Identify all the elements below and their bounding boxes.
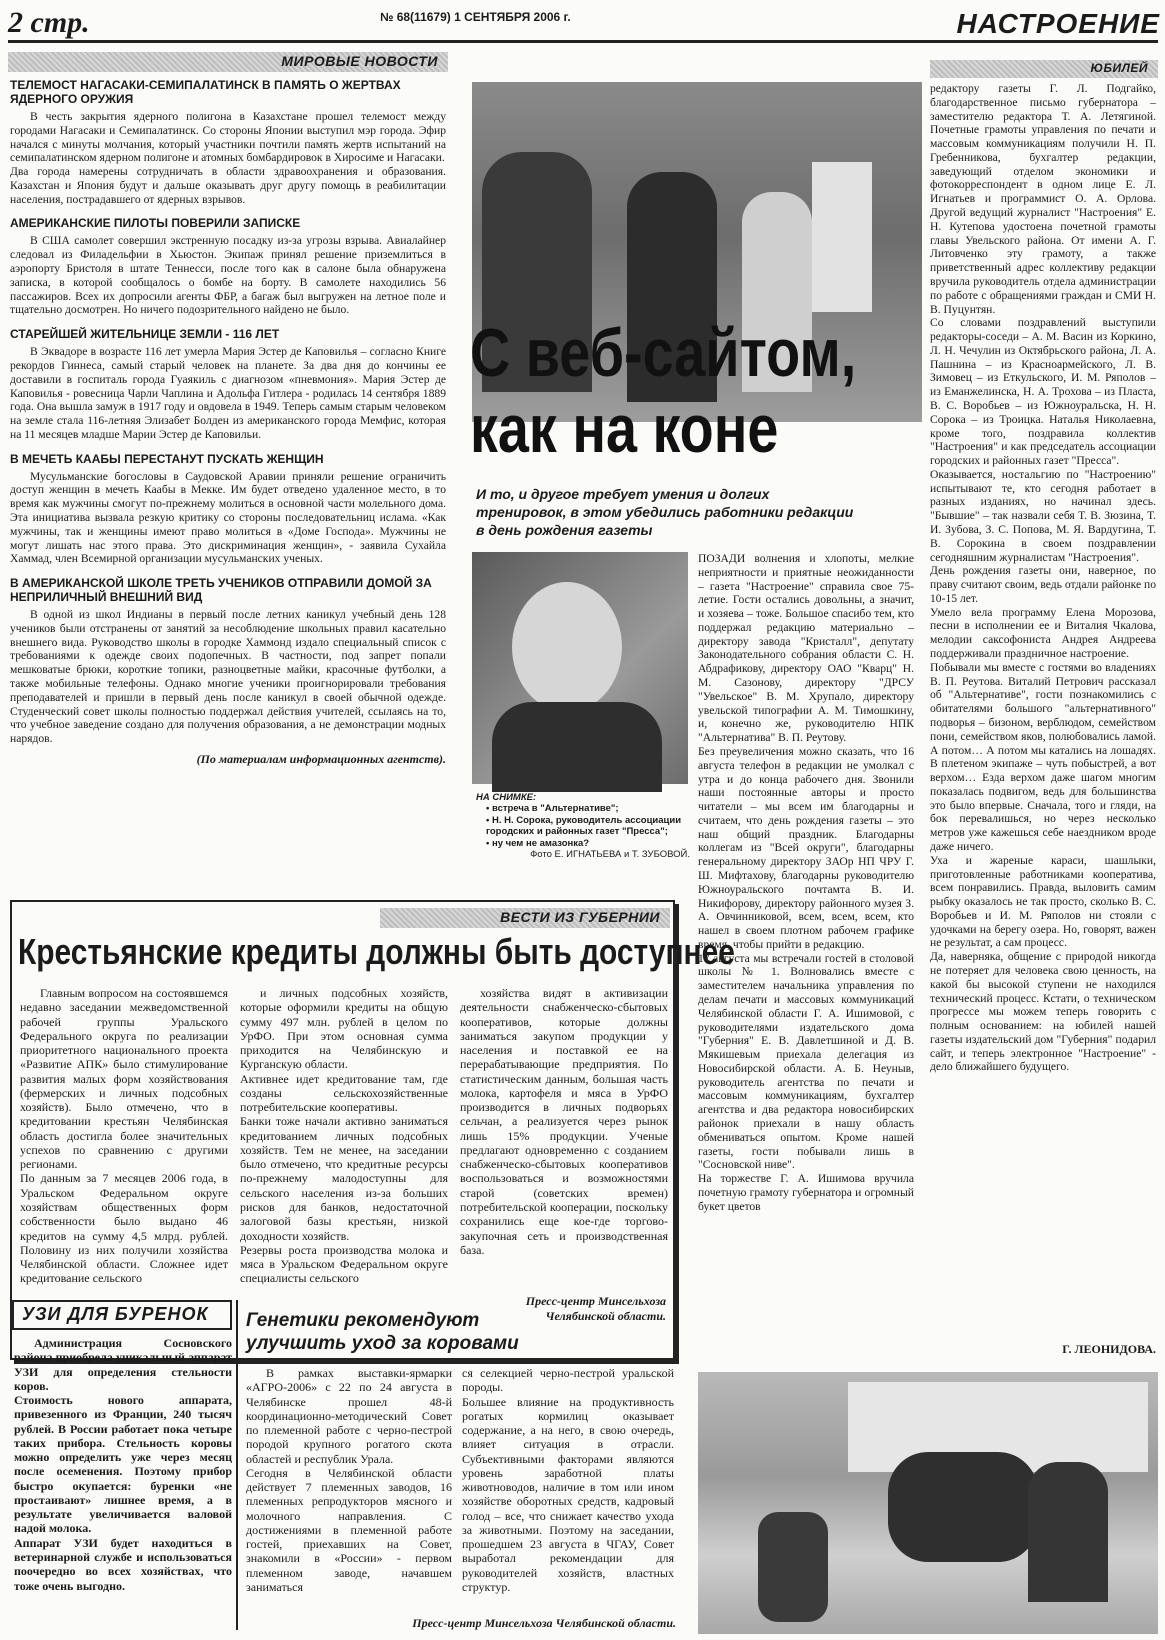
photo-speaker bbox=[472, 552, 688, 784]
credits-col-2: и личных подсобных хозяйств, которые оформили кредиты на общую сумму 497 млн. рублей в целом по УрФО. При этом основная сумма приходится на Челябинскую и Курганскую области. Активнее идет кредитование там, где созданы сельскохозяйственные потребительские кооперативы. Банки тоже начали активно заниматься кредитованием личных подсобных хозяйств. Тем не менее, на заседании было отмечено, что кредитные ресурсы по-прежнему малодоступны для сельского населения из-за больших рисков для банков, недостаточной залоговой базы крестьян, низкой доходности хозяйств. Резервы роста производства молока и мяса в Уральском Федеральном округе специалисты сельского bbox=[240, 986, 448, 1286]
jubilee-headline bbox=[470, 315, 930, 485]
genetics-col-1: В рамках выставки-ярмарки «АГРО-2006» с 22 по 24 августа в Челябинске прошел 48-й координационно-методический Совет по племенной работе с черно-пестрой породой крупного рогатого скота областей и республик Урала. Сегодня в Челябинской области действует 7 племенных заводов, 16 племенных репродукторов мясного и молочного направления. С достижениями в племенной работе гостей, приехавших на Совет, знакомили в «России» - первом племенном заводе, начавшем заниматься bbox=[246, 1366, 452, 1594]
credits-col-3: хозяйства видят в активизации деятельности снабженческо-сбытовых кооперативов, которые должны заниматься закупом продукции у населения и поставкой ее на перерабатывающие предприятия. По статистическим данным, большая часть молока, картофеля и мяса в УрФО производится в личных подворьях сельчан, а реализуется через рынок лишь 15% продукции. Ученые предлагают одновременно с созданием снабженческо-сбытовых кооперативов воспользоваться и возможностями старой (советских времен) потребительской кооперации, поскольку сохранились еще кое-где торгово-закупочная сеть и производственная база. bbox=[460, 986, 668, 1257]
uzi-title: УЗИ ДЛЯ БУРЕНОК bbox=[22, 1304, 209, 1324]
news-title-5: В АМЕРИКАНСКОЙ ШКОЛЕ ТРЕТЬ УЧЕНИКОВ ОТПРАВИЛИ ДОМОЙ ЗА НЕПРИЛИЧНЫЙ ВНЕШНИЙ ВИД bbox=[10, 576, 432, 605]
news-title-1: ТЕЛЕМОСТ НАГАСАКИ-СЕМИПАЛАТИНСК В ПАМЯТЬ О ЖЕРТВАХ ЯДЕРНОГО ОРУЖИЯ bbox=[10, 78, 401, 106]
news-body-2: В США самолет совершил экстренную посадку из-за угрозы взрыва. Авиалайнер следовал из Филадельфии в Хьюстон. Экипаж принял решение приземлиться в аэропорту Бристоля в штате Теннесси, после того как в салоне была обнаружена записка, в которой сообщалось о бомбе на борту. В самолете находились 56 пассажиров. Всех их допросили агенты ФБР, а багаж был выгружен на летное поле и тщательно досмотрен. Но ничего подозрительного найдено не было. bbox=[10, 234, 446, 317]
uzi-body: Администрация Сосновского района приобрела уникальный аппарат УЗИ для определения стельности коров. Стоимость нового аппарата, привезенного из Франции, 240 тысяч рублей. В России работает пока четыре таких прибора. Стельность коровы можно определить уже через месяц после осеменения. Поэтому прибор быстро окупается: буренки «не простаивают» лишнее время, а в результате увеличивается валовой надой молока. Аппарат УЗИ будет находиться в ветеринарной службе и использоваться поочередно во всех хозяйствах, что тоже очень выгодно. bbox=[14, 1336, 232, 1593]
newspaper-name: НАСТРОЕНИЕ bbox=[956, 8, 1160, 39]
jubilee-lead: И то, и другое требует умения и долгих тренировок, в этом убедились работники редакции в день рождения газеты bbox=[476, 486, 854, 539]
news-body-4: Мусульманские богословы в Саудовской Аравии приняли решение ограничить доступ женщин в мечеть Каабы в Мекке. Им будет отведено удаленное место, в то время как мужчины смогут по-прежнему молиться в основной части молельного дома. Эта инициатива вызвала резкую критику со стороны последовательниц ислама. «Как мужчины, так и женщины имеют право молиться в «Доме Господа». Мужчины не могут лишать нас этого права. Это дискриминация женщин», - заявила Сухайла Хаммад, член Всемирной организации мусульманских ученых. bbox=[10, 469, 446, 566]
jubilee-author: Г. ЛЕОНИДОВА. bbox=[1062, 1342, 1156, 1356]
news-title-3: СТАРЕЙШЕЙ ЖИТЕЛЬНИЦЕ ЗЕМЛИ - 116 ЛЕТ bbox=[10, 327, 280, 342]
credits-col-1: Главным вопросом на состоявшемся недавно заседании межведомственной рабочей группы Уральского Федерального округа по реализации приоритетного национального проекта «Развитие АПК» было стимулирование развития малых форм хозяйствования (фермерских и личных подсобных хозяйств). Было отмечено, что в кредитовании крестьян Челябинская область достигла более значительных успехов по сравнению с другими регионами. По данным за 7 месяцев 2006 года, в Уральском Федеральном округе хозяйствам общественных форм собственности было выдано 46 кредитов на сумму 4,5 млрд. рублей. Половину из них получили хозяйства Челябинской области. Сложнее идет кредитование сельского bbox=[20, 986, 228, 1286]
news-source: (По материалам информационных агентств). bbox=[196, 751, 446, 766]
uzi-divider bbox=[236, 1300, 238, 1630]
photo-caption bbox=[476, 792, 690, 886]
genetics-title: Генетики рекомендуют улучшить уход за коровами bbox=[246, 1310, 519, 1354]
headline-line-1: С веб-сайтом, bbox=[470, 315, 857, 391]
page-number: 2 стр. bbox=[8, 6, 90, 39]
news-body-3: В Эквадоре в возрасте 116 лет умерла Мария Эстер де Каповилья – согласно Книге рекордов Гиннеса, самый старый человек на планете. За два дня до кончины ее доставили в госпиталь города Гуаякиль с диагнозом «пневмония». Мария Эстер де Каповилья - ровесница Чарли Чаплина и Адольфа Гитлера - родилась 14 сентября 1889 года. Она вышла замуж в 1917 году и овдовела в 1949. Теперь самым старым человеком на земле стала 116-летняя Элизабет Болден из американского города Мемфис, которая на 11 месяцев младше Марии Эстер де Каповильи. bbox=[10, 345, 446, 441]
uzi-title-box bbox=[12, 1300, 232, 1330]
world-news-rubric: МИРОВЫЕ НОВОСТИ bbox=[8, 52, 448, 72]
jubilee-column-middle: ПОЗАДИ волнения и хлопоты, мелкие неприятности и приятные неожиданности – газета "Настроение" справила свое 75-летие. Гости остались довольны, а значит, и хозяева – тоже. Большое спасибо тем, кто поддержал редакцию материально – директору завода "Кристалл", депутату Законодательного собрания области С. Н. Абдрафикову, директору ОАО "Кварц" Н. М. Сазонову, директору "ДРСУ "Увельское" В. М. Хрупало, директору увельской типографии А. М. Тимошкину, и, конечно же, руководителю НПК "Альтернатива" В. П. Реутову. Без преувеличения можно сказать, что 16 августа телефон в редакции не умолкал с утра и до конца рабочего дня. Звонили наши постоянные авторы и просто читатели – мы всем им благодарны и считаем, что день рождения газеты – это наш общий праздник. Благодарны коллегам из "Всей округи", благодарны генеральному директору ЗАОр НП ЧРУ Г. Ш. Мифтахову, благодарны руководителю Южноуральского почтамта В. И. Никифорову, директору районного музея З. А. Овчинниковой, всем, всем, всем, кто нашел в своем плотном рабочем графике время, чтобы прийти в редакцию. 17 августа мы встречали гостей в столовой школы № 1. Волновались вместе с заместителем начальника управления по делам печати и массовых коммуникаций Челябинской области Г. А. Ишимовой, с руководителями издательского дома "Губерния" Е. В. Давлетшиной и Д. В. Мякишевым приехала делегация из Новосибирской области. А. Б. Неуныв, руководитель агентства по печати и массовым коммуникациям, бухгалтер агентства и два редактора новосибирских районок приехали в нашу область обмениваться опытом. Кроме нашей газеты, гости побывали лишь в "Сосновской ниве". На торжестве Г. А. Ишимова вручила почетную грамоту губернатора и огромный букет цветов bbox=[698, 552, 914, 1213]
credits-signature: Пресс-центр Минсельхоза Челябинской области. bbox=[525, 1294, 666, 1323]
credits-rubric: ВЕСТИ ИЗ ГУБЕРНИИ bbox=[380, 908, 670, 928]
news-body-5: В одной из школ Индианы в первый после летних каникул учебный день 128 учеников были отстранены от занятий за несоблюдение школьных правил касательно внешнего вида. Руководство школы в городке Хаммонд издало специальный список с требованиями к одежде своих подопечных. В частности, под запрет попали мешковатые брюки, короткие топики, разноцветные майки, красочные футболки, а также мобильные телефоны. Однако многие ученики проигнорировали требования преподавателей и пришли в первый день после каникул в своей обычной одежде. Студенческий совет школы полностью поддержал действия учителей, ссылаясь на то, что учебное заведение создано для получения образования, а не демонстрации модных нарядов. bbox=[10, 608, 446, 746]
issue-date: № 68(11679) 1 СЕНТЯБРЯ 2006 г. bbox=[380, 10, 571, 24]
caption-item: • встреча в "Альтернативе"; bbox=[486, 803, 619, 815]
genetics-col-2: ся селекцией черно-пестрой уральской породы. Большее влияние на продуктивность рогатых кормилиц оказывает содержание, а на него, в свою очередь, влияет ситуация в отрасли. Субъективными факторами являются уровень заработной платы животноводов, наличие в том или ином хозяйстве оборотных средств, кадровый голод – все, что снижает качество ухода за животными. Поэтому на заседании, прошедшем 23 августа в ЧГАУ, Совет выработал рекомендации для руководителей хозяйств, властных структур. bbox=[462, 1366, 674, 1594]
world-news-column bbox=[10, 76, 446, 884]
credits-title: Крестьянские кредиты должны быть доступнее bbox=[18, 931, 735, 972]
news-title-2: АМЕРИКАНСКИЕ ПИЛОТЫ ПОВЕРИЛИ ЗАПИСКЕ bbox=[10, 216, 301, 231]
caption-item: • Н. Н. Сорока, руководитель ассоциации городских и районных газет "Пресса"; bbox=[486, 814, 682, 838]
caption-credit: Фото Е. ИГНАТЬЕВА и Т. ЗУБОВОЙ. bbox=[530, 848, 690, 860]
jubilee-rubric: ЮБИЛЕЙ bbox=[930, 60, 1158, 78]
headline-line-2: как на коне bbox=[470, 391, 779, 467]
caption-item: • ну чем не амазонка? bbox=[486, 837, 590, 849]
caption-head: НА СНИМКЕ: bbox=[476, 792, 537, 803]
genetics-signature: Пресс-центр Минсельхоза Челябинской области. bbox=[412, 1616, 676, 1630]
news-title-4: В МЕЧЕТЬ КААБЫ ПЕРЕСТАНУТ ПУСКАТЬ ЖЕНЩИН bbox=[10, 451, 324, 466]
photo-horses bbox=[698, 1372, 1158, 1634]
news-body-1: В честь закрытия ядерного полигона в Казахстане прошел телемост между городами Нагасаки и Семипалатинск. Со стороны Японии выступил мэр города. Эфир начался с минуты молчания, который участники почтили память жертв испытаний на семипалатинском ядерном полигоне и атомных бомбардировок в Хиросиме и Нагасаки. Два города намерены сотрудничать в области здравоохранения и образования. Казахстан и Япония будут и дальше оказывать друг другу помощь в реабилитации населения, пострадавшего от ядерных взрывов. bbox=[10, 110, 446, 206]
jubilee-column-right: редактору газеты Г. Л. Подгайко, благодарственное письмо губернатора – заместителю редактора Т. А. Летягиной. Почетные грамоты управления по печати и массовым коммуникациям получили Н. П. Гребенникова, бухгалтер редакции, заведующий отделом экономики и фотокорреспондент в одном лице Е. Л. Игнатьев и программист О. А. Орлова. Другой ведущий журналист "Настроения" Е. Н. Кутепова удостоена почетной грамоты главы Увельского района. От имени А. Г. Литовченко эту грамоту, а также приветственный адрес коллективу редакции вручила руководитель отдела администрации по работе с обращениями граждан и СМИ Н. В. Пуцунтян. Со словами поздравлений выступили редакторы-соседи – А. М. Васин из Коркино, Л. Н. Чечулин из Октябрьского района, Л. А. Пашнина – из Красноармейского, Л. В. Зимовец – из Еткульского, И. М. Ряполов – из Еманжелинска, Н. А. Трохова – из Пласта, В. С. Воробьев – из Южноуральска, Н. Н. Сорока – из Троицка. Наталья Николаевна, кроме того, поздравила коллектив "Настроения" и как председатель ассоциации городских и районных газет "Пресса". Оказывается, ностальгию по "Настроению" испытывают те, кто сегодня работает в разных изданиях, но начинал здесь. "Бывшие" – так назвали себя Т. В. Зюзина, Т. И. Зубова, З. С. Попова, М. Я. Вардугина, Т. В. Сорокина в своем поздравлении сегодняшним журналистам "Настроения". День рождения газеты они, наверное, по праву считают своим, ведь отдали районке по 10-15 лет. Умело вела программу Елена Морозова, песни в исполнении ее и Виталия Чкалова, мелодии саксофониста Андрея Андреева поддерживали праздничное настроение. Побывали мы вместе с гостями во владениях В. П. Реутова. Виталий Петрович рассказал об "Альтернативе", гости познакомились с обитателями большого "альтернативного" подворья – бизоном, верблюдом, семейством пони, семейством яков, полюбовались ламой. А потом… А потом мы катались на лошадях. В плетеном экипаже – чуть побыстрей, а вот верхом… Езда верхом даже шагом многим показалась подвигом, ведь для большинства это было впервые. Сначала, того и гляди, на бок перевалишься, но через несколько метров уже кажешься себе наездником вроде даже ничего. Уха и жареные караси, шашлыки, приготовленные работниками кооператива, всем понравились. Правда, выловить самим рыбку оказалось не так просто, сколько В. С. Воробьев и И. М. Ряполов ни стояли с удочками на берегу озера. Но, говорят, важен не результат, а сам процесс. Да, наверняка, общение с природой никогда не потеряет для человека свою ценность, на какой бы высокой ступени не находился технический процесс. Кстати, о техническом прогрессе мы можем теперь говорить с полным основанием: на юбилей нашей газеты издательский дом "Губерния" подарил сайт, и теперь электронное "Настроение" - дело ближайшего будущего. bbox=[930, 82, 1156, 1074]
masthead-rule bbox=[8, 40, 1158, 43]
